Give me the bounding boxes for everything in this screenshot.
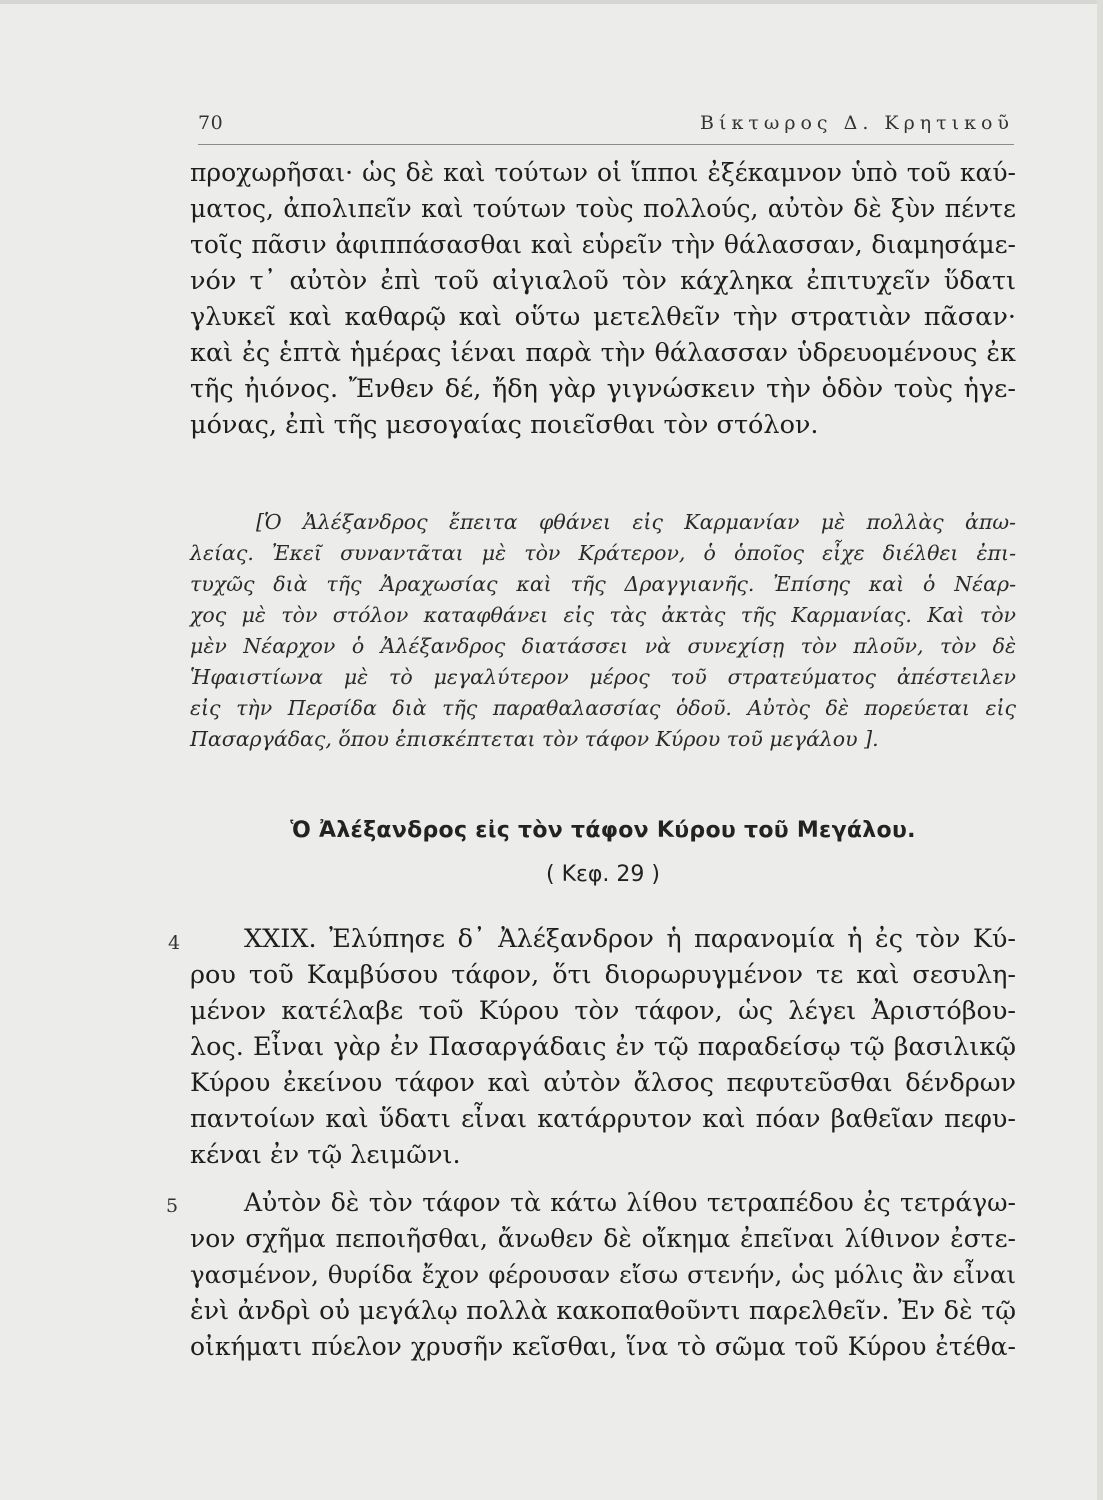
running-header <box>198 108 1014 145</box>
paragraph-continued <box>190 155 1016 443</box>
page-edge <box>0 0 1103 4</box>
page-edge <box>1097 0 1103 1500</box>
margin-number: 4 <box>168 932 181 954</box>
note-line: μὲν Νέαρχον ὁ Ἀλέξανδρος διατάσσει νὰ συνεχίσῃ τὸν πλοῦν, τὸν δὲ <box>190 634 1016 658</box>
note-line: Πασαργάδας, ὅπου ἐπισκέπτεται τὸν τάφον Κύρου τοῦ μεγάλου ]. <box>190 727 879 751</box>
margin-number: 5 <box>166 1195 179 1217</box>
text-line: προχωρῆσαι· ὡς δὲ καὶ τούτων οἱ ἵπποι ἐξέκαμνον ὑπὸ τοῦ καύ- <box>190 158 1016 187</box>
text-line: ματος, ἀπολιπεῖν καὶ τούτων τοὺς πολλούς, αὐτὸν δὲ ξὺν πέντε <box>190 194 1016 223</box>
chapter-reference: ( Κεφ. 29 ) <box>546 862 660 887</box>
text-line: τοῖς πᾶσιν ἀφιππάσασθαι καὶ εὑρεῖν τὴν θάλασσαν, διαμησάμε- <box>190 230 1016 259</box>
paragraph-xxix <box>190 921 1016 1173</box>
editorial-note <box>190 507 1016 755</box>
section-heading: Ὁ Ἀλέξανδρος εἰς τὸν τάφον Κύρου τοῦ Μεγάλου. <box>290 818 916 843</box>
text-line: XXIX. Ἐλύπησε δ᾽ Ἀλέξανδρον ἡ παρανομία ἡ ἐς τὸν Κύ- <box>244 924 1016 954</box>
note-line: [Ὁ Ἀλέξανδρος ἔπειτα φθάνει εἰς Καρμανίαν μὲ πολλὰς ἀπω- <box>256 510 1016 534</box>
text-line: γλυκεῖ καὶ καθαρῷ καὶ οὕτω μετελθεῖν τὴν στρατιὰν πᾶσαν· <box>190 302 1016 332</box>
note-line: λείας. Ἐκεῖ συναντᾶται μὲ τὸν Κράτερον, ὁ ὁποῖος εἶχε διέλθει ἐπι- <box>190 541 1016 565</box>
note-line: Ἡφαιστίωνα μὲ τὸ μεγαλύτερον μέρος τοῦ στρατεύματος ἀπέστειλεν <box>190 665 1016 689</box>
text-line: λος. Εἶναι γὰρ ἐν Πασαργάδαις ἐν τῷ παραδείσῳ τῷ βασιλικῷ <box>190 1032 1016 1062</box>
text-line: νόν τ᾽ αὐτὸν ἐπὶ τοῦ αἰγιαλοῦ τὸν κάχληκα ἐπιτυχεῖν ὕδατι <box>190 266 1016 296</box>
paragraph-tomb-description <box>190 1185 1016 1365</box>
text-line: καὶ ἐς ἑπτὰ ἡμέρας ἰέναι παρὰ τὴν θάλασσαν ὑδρευομένους ἐκ <box>190 338 1016 368</box>
note-line: χος μὲ τὸν στόλον καταφθάνει εἰς τὰς ἀκτὰς τῆς Καρμανίας. Καὶ τὸν <box>190 603 1016 627</box>
text-line: ἑνὶ ἀνδρὶ οὐ μεγάλῳ πολλὰ κακοπαθοῦντι παρελθεῖν. Ἐν δὲ τῷ <box>190 1296 1016 1326</box>
text-line: ρου τοῦ Καμβύσου τάφον, ὅτι διορωρυγμένον τε καὶ σεσυλη- <box>190 960 1016 990</box>
text-line: νον σχῆμα πεποιῆσθαι, ἄνωθεν δὲ οἴκημα ἐπεῖναι λίθινον ἐστε- <box>190 1224 1016 1253</box>
text-line: γασμένον, θυρίδα ἔχον φέρουσαν εἴσω στενήν, ὡς μόλις ἂν εἶναι <box>190 1260 1016 1289</box>
page-number: 70 <box>198 112 224 134</box>
running-title: Βίκτωρος Δ. Κρητικοῦ <box>700 112 1014 134</box>
note-line: εἰς τὴν Περσίδα διὰ τῆς παραθαλασσίας ὁδοῦ. Αὐτὸς δὲ πορεύεται εἰς <box>190 696 1016 720</box>
text-line: οἰκήματι πύελον χρυσῆν κεῖσθαι, ἵνα τὸ σῶμα τοῦ Κύρου ἐτέθα- <box>190 1332 1016 1361</box>
text-line: Κύρου ἐκείνου τάφον καὶ αὐτὸν ἄλσος πεφυτεῦσθαι δένδρων <box>190 1068 1016 1098</box>
text-line: παντοίων καὶ ὕδατι εἶναι κατάρρυτον καὶ πόαν βαθεῖαν πεφυ- <box>190 1104 1016 1134</box>
note-line: τυχῶς διὰ τῆς Ἀραχωσίας καὶ τῆς Δραγγιανῆς. Ἐπίσης καὶ ὁ Νέαρ- <box>190 572 1016 596</box>
text-line: μένον κατέλαβε τοῦ Κύρου τὸν τάφον, ὡς λέγει Ἀριστόβου- <box>190 996 1016 1026</box>
text-line: Αὐτὸν δὲ τὸν τάφον τὰ κάτω λίθου τετραπέδου ἐς τετράγω- <box>244 1188 1016 1217</box>
text-line: τῆς ἠιόνος. Ἔνθεν δέ, ἤδη γὰρ γιγνώσκειν τὴν ὁδὸν τοὺς ἡγε- <box>190 374 1016 404</box>
text-line: κέναι ἐν τῷ λειμῶνι. <box>190 1140 461 1170</box>
text-line: μόνας, ἐπὶ τῆς μεσογαίας ποιεῖσθαι τὸν στόλον. <box>190 410 819 440</box>
